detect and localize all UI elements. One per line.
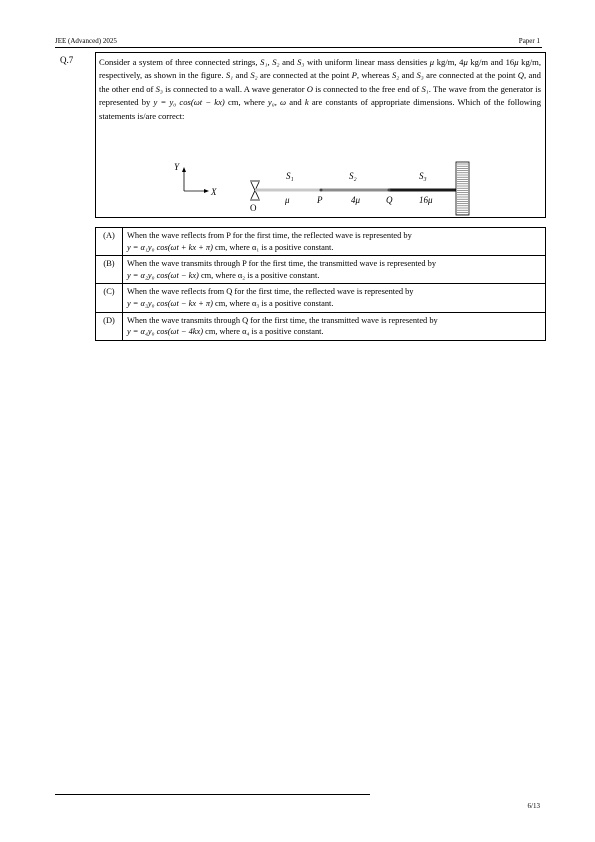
question-text-run: , (267, 57, 273, 67)
option-tail: cm, where α₄ is a positive constant. (203, 327, 324, 337)
question-text-run: with uniform linear mass densities (304, 57, 430, 67)
option-line: When the wave reflects from Q for the first time, the reflected wave is represented by (127, 287, 414, 297)
question-text-run: are connected at the point (423, 70, 518, 81)
label-point-p: P (317, 195, 323, 205)
option-text (123, 312, 546, 340)
question-text-run: and (233, 70, 251, 81)
footer-rule (55, 794, 370, 795)
option-equation: y = α₄y₀ cos(ωt − 4kx) (127, 327, 204, 337)
option-label: (A) (96, 228, 123, 256)
math-symbol: μ (429, 57, 435, 67)
question-text-run: Consider a system of three connected strings, (99, 57, 261, 67)
question-text-run: , whereas (356, 70, 392, 81)
option-tail: cm, where α₂ is a positive constant. (198, 270, 320, 280)
math-symbol: Q (517, 70, 525, 81)
header-paper-label: Paper 1 (518, 37, 540, 45)
option-line: When the wave transmits through P for the first time, the transmitted wave is represented by (127, 259, 437, 269)
math-symbol: S₃ (416, 70, 424, 81)
label-density-s3: 16μ (419, 195, 433, 205)
question-text-run: , (274, 97, 281, 108)
header-exam-title: JEE (Advanced) 2025 (55, 37, 117, 45)
option-equation: y = α₂y₀ cos(ωt − kx) (127, 270, 199, 280)
y-axis-label: Y (174, 162, 180, 172)
label-density-s1: μ (285, 195, 290, 205)
option-row (96, 312, 546, 340)
question-text-run: and (279, 57, 298, 67)
math-symbol: ω (280, 97, 287, 108)
question-text-run: kg/m and 16 (467, 57, 515, 67)
string-system-figure (96, 53, 547, 219)
option-equation: y = α₃y₀ cos(ωt − kx + π) (127, 298, 213, 308)
option-row (96, 256, 546, 284)
generator-label: O (250, 203, 257, 213)
options-table (95, 227, 546, 341)
math-symbol: S₁ (225, 70, 234, 81)
question-text-run: kg/m, 4 (434, 57, 464, 67)
header-rule (55, 47, 542, 48)
math-symbol: S₂ (392, 70, 400, 81)
math-symbol: S₃ (155, 83, 163, 94)
math-symbol: μ (514, 57, 519, 67)
option-row (96, 284, 546, 312)
question-text-run: are constants of appropriate dimensions. Which of the following statements is/are correct: (99, 97, 541, 121)
question-text-run: cm, where (224, 97, 268, 108)
label-s3: S₃ (419, 171, 427, 181)
option-equation: y = α₁y₀ cos(ωt + kx + π) (127, 242, 213, 252)
math-symbol: S₁ (260, 57, 268, 67)
question-box (95, 52, 546, 218)
math-symbol: μ (463, 57, 468, 67)
option-tail: cm, where α₃ is a positive constant. (212, 298, 334, 308)
junction-p (320, 189, 323, 192)
math-symbol: S₃ (297, 57, 305, 67)
question-text-run: is connected to a wall. A wave generator (162, 83, 307, 94)
question-text-run: is connected to the free end of (313, 83, 422, 94)
label-s1: S₁ (286, 171, 294, 181)
option-label: (C) (96, 284, 123, 312)
option-text (123, 256, 546, 284)
question-text-run: and (399, 70, 417, 81)
label-s2: S₂ (349, 171, 357, 181)
question-number: Q.7 (60, 55, 74, 65)
option-label: (B) (96, 256, 123, 284)
option-text (123, 284, 546, 312)
junction-q (388, 189, 391, 192)
page-number: 6/13 (527, 802, 540, 810)
math-symbol: k (304, 97, 309, 108)
question-text-run: . The wave from the generator is represented by (99, 83, 541, 108)
option-line: When the wave transmits through Q for the first time, the transmitted wave is represented by (127, 315, 438, 325)
y-axis-arrow (182, 167, 186, 172)
math-symbol: y = y₀ cos(ωt − kx) (153, 97, 225, 108)
math-symbol: O (306, 83, 313, 94)
question-text-run: are connected at the point (257, 70, 352, 81)
wall-icon (456, 162, 469, 215)
question-text-run: , and the other end of (99, 70, 541, 94)
math-symbol: S₁ (421, 83, 429, 94)
option-tail: cm, where α₁ is a positive constant. (212, 242, 334, 252)
option-row (96, 228, 546, 256)
x-axis-label: X (211, 187, 217, 197)
question-text-run: and (286, 97, 305, 108)
label-point-q: Q (386, 195, 393, 205)
x-axis-arrow (204, 189, 209, 193)
math-symbol: S₂ (272, 57, 280, 67)
math-symbol: y₀ (267, 97, 275, 108)
label-density-s2: 4μ (351, 195, 361, 205)
option-line: When the wave reflects from P for the first time, the reflected wave is represented by (127, 231, 412, 240)
question-text-run: kg/m, respectively, as shown in the figure. (99, 57, 541, 81)
math-symbol: P (351, 70, 357, 81)
option-label: (D) (96, 312, 123, 340)
math-symbol: S₂ (250, 70, 258, 81)
option-text (123, 228, 546, 256)
